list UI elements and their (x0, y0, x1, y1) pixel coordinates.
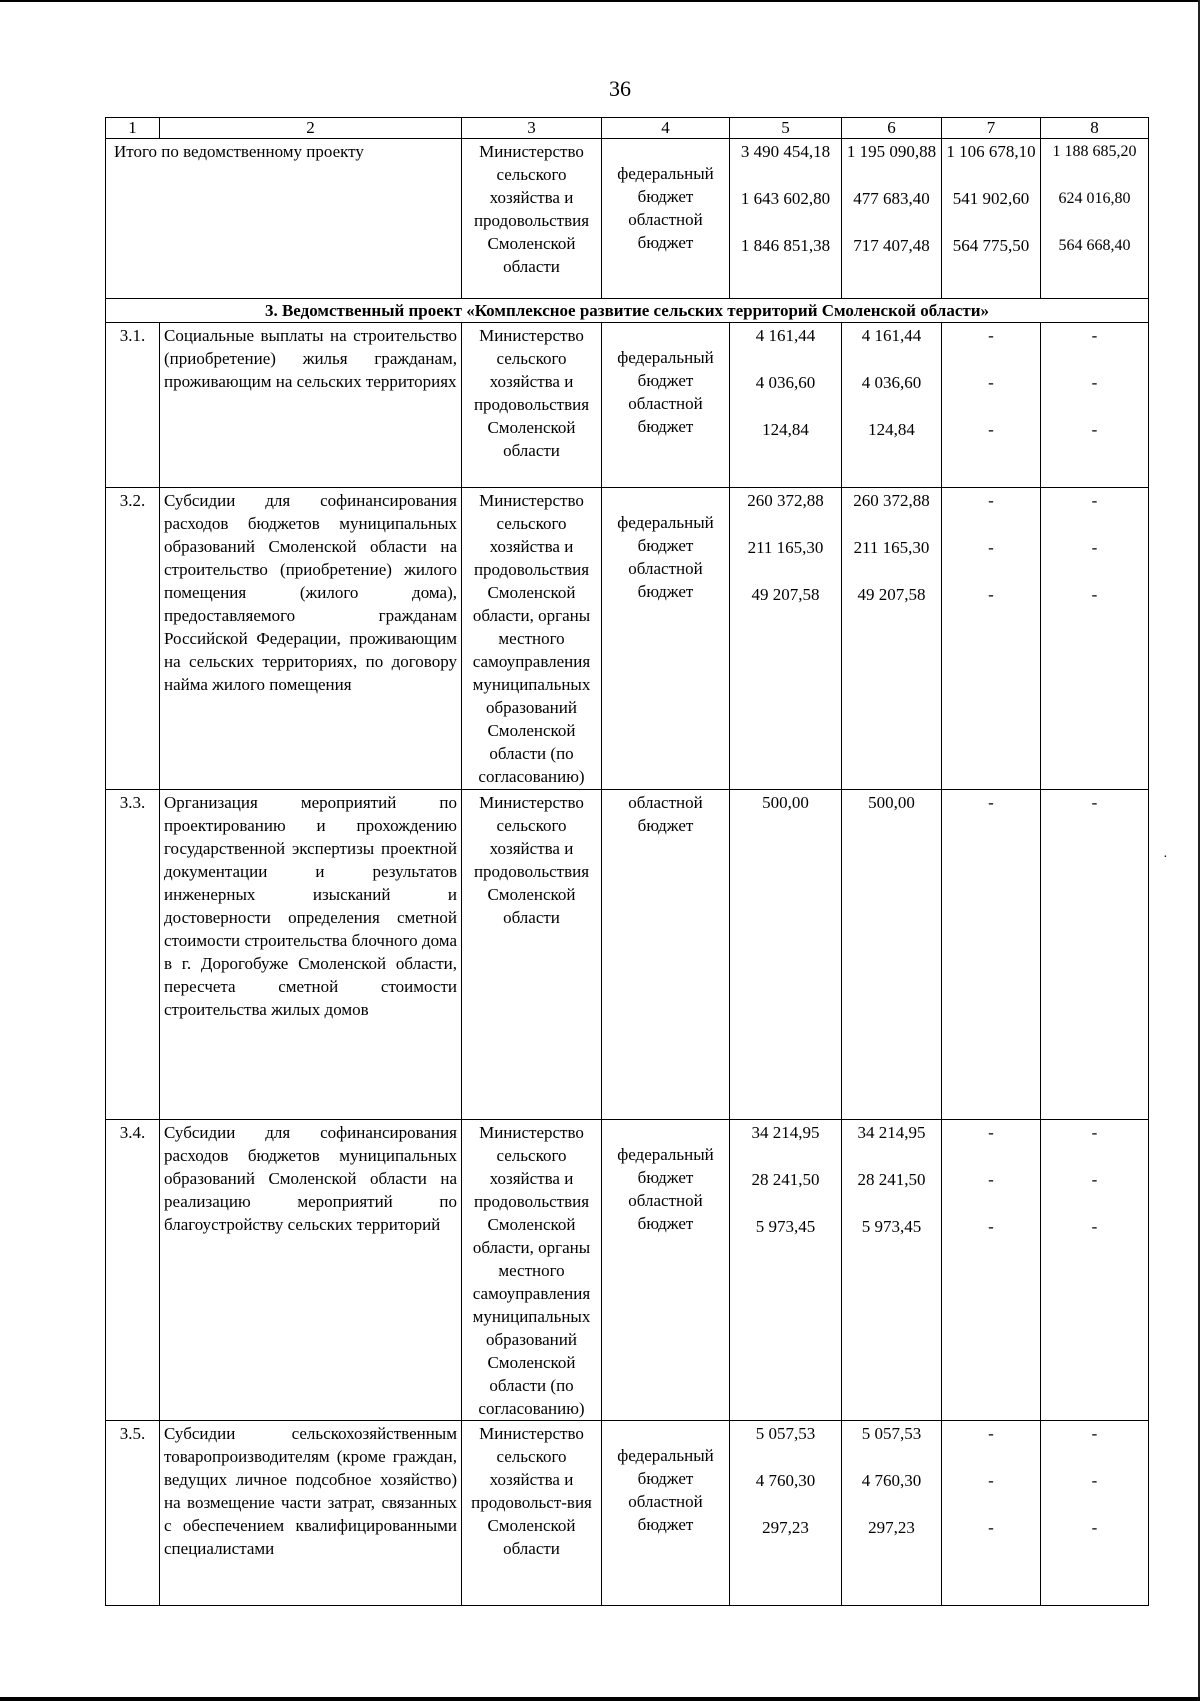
value-regional: 500,00 (868, 793, 915, 812)
row-executor: Министерство сельского хозяйства и продовольст-вия Смоленской области (462, 1421, 602, 1606)
value-total: - (1091, 326, 1098, 345)
table-row (106, 488, 1149, 790)
scan-speck: · (1163, 850, 1168, 865)
value-total: - (988, 1123, 994, 1142)
row-executor: Министерство сельского хозяйства и продовольствия Смоленской области (462, 790, 602, 1120)
value-total: 4 161,44 (755, 326, 816, 345)
value-total: 5 057,53 (861, 1424, 922, 1443)
fund-regional: областной бюджет (628, 394, 703, 436)
value-federal: - (988, 1471, 994, 1490)
fund-regional: областной бюджет (628, 793, 703, 835)
value-regional: - (1091, 420, 1098, 439)
value-regional: 124,84 (762, 420, 809, 439)
value-regional: 5 973,45 (861, 1217, 922, 1236)
value-regional: 49 207,58 (857, 585, 926, 604)
fund-federal: федеральный бюджет (617, 513, 714, 555)
column-number: 4 (602, 118, 730, 139)
section-row (106, 299, 1149, 323)
page-number: 36 (609, 76, 631, 101)
fund-regional: областной бюджет (628, 1191, 703, 1233)
column-number: 7 (942, 118, 1041, 139)
row-description: Социальные выплаты на строительство (приобретение) жилья гражданам, проживающим на сельских территориях (160, 323, 462, 488)
fund-federal: федеральный бюджет (617, 1446, 714, 1488)
value-federal: - (988, 1170, 994, 1189)
row-col8 (1041, 1120, 1149, 1421)
column-number: 5 (730, 118, 842, 139)
row-executor: Министерство сельского хозяйства и продовольствия Смоленской области, органы местного самоуправления муниципальных образований Смоленской области (по согласованию) (462, 488, 602, 790)
value-total: 1 106 678,10 (946, 142, 1036, 161)
row-col8 (1041, 790, 1149, 1120)
value-regional: - (1091, 793, 1098, 812)
total-funding (602, 139, 730, 299)
value-total: 1 195 090,88 (846, 142, 937, 161)
value-total: - (1091, 491, 1098, 510)
row-description: Организация мероприятий по проектированию и прохождению государственной экспертизы проектной документации и результатов инженерных изысканий и достоверности определения сметной стоимости строительства блочного дома в г. Дорогобуже Смоленской области, пересчета сметной стоимости строительства жилых домов (160, 790, 462, 1120)
row-col8 (1041, 1421, 1149, 1606)
value-regional: 297,23 (868, 1518, 915, 1537)
row-funding (602, 790, 730, 1120)
value-federal: - (1091, 538, 1098, 557)
row-col7 (942, 488, 1041, 790)
row-col7 (942, 323, 1041, 488)
fund-regional: областной бюджет (628, 1492, 703, 1534)
total-col5 (730, 139, 842, 299)
value-federal: - (988, 538, 994, 557)
fund-federal: федеральный бюджет (617, 348, 714, 390)
fund-regional: областной бюджет (628, 210, 703, 252)
row-description: Субсидии сельскохозяйственным товаропроизводителям (кроме граждан, ведущих личное подсобное хозяйство) на возмещение части затрат, связанных с обеспечением квалифицированными специалистами (160, 1421, 462, 1606)
row-number: 3.5. (106, 1421, 160, 1606)
value-total: - (1091, 1424, 1098, 1443)
row-col8 (1041, 323, 1149, 488)
row-number: 3.2. (106, 488, 160, 790)
value-regional: 1 846 851,38 (740, 236, 831, 255)
fund-federal: федеральный бюджет (617, 1145, 714, 1187)
row-col6 (842, 323, 942, 488)
column-number: 6 (842, 118, 942, 139)
value-total: 260 372,88 (747, 491, 824, 510)
value-federal: 4 036,60 (755, 373, 816, 392)
value-federal: 1 643 602,80 (740, 189, 831, 208)
value-regional: 49 207,58 (751, 585, 820, 604)
row-funding (602, 488, 730, 790)
value-regional: 500,00 (762, 793, 809, 812)
value-total: - (1091, 1123, 1098, 1142)
table-row (106, 323, 1149, 488)
value-regional: - (988, 1518, 994, 1537)
value-regional: 564 668,40 (1058, 237, 1131, 254)
row-col6 (842, 1120, 942, 1421)
value-total: - (988, 1424, 994, 1443)
table-row (106, 1120, 1149, 1421)
row-col6 (842, 1421, 942, 1606)
total-col6 (842, 139, 942, 299)
value-federal: 477 683,40 (853, 189, 930, 208)
value-regional: 564 775,50 (952, 236, 1030, 255)
value-total: 3 490 454,18 (740, 142, 831, 161)
total-col8 (1041, 139, 1149, 299)
value-federal: - (1091, 373, 1098, 392)
column-number: 8 (1041, 118, 1149, 139)
value-federal: 541 902,60 (952, 189, 1030, 208)
value-total: 1 188 685,20 (1052, 143, 1137, 160)
fund-regional: областной бюджет (628, 559, 703, 601)
row-executor: Министерство сельского хозяйства и продовольствия Смоленской области (462, 323, 602, 488)
value-federal: 624 016,80 (1058, 190, 1131, 207)
value-regional: - (988, 1217, 994, 1236)
value-regional: 124,84 (868, 420, 915, 439)
value-federal: 28 241,50 (751, 1170, 820, 1189)
total-row (106, 139, 1149, 299)
row-description: Субсидии для софинансирования расходов бюджетов муниципальных образований Смоленской области на строительство (приобретение) жилого помещения (жилого дома), предоставляемого гражданам Российской Федерации, проживающим на сельских территориях, по договору найма жилого помещения (160, 488, 462, 790)
value-regional: - (1091, 585, 1098, 604)
fund-federal: федеральный бюджет (617, 164, 714, 206)
row-description: Субсидии для софинансирования расходов бюджетов муниципальных образований Смоленской области на реализацию мероприятий по благоустройству сельских территорий (160, 1120, 462, 1421)
value-federal: 4 036,60 (861, 373, 922, 392)
total-col7 (942, 139, 1041, 299)
row-executor: Министерство сельского хозяйства и продовольствия Смоленской области, органы местного самоуправления муниципальных образований Смоленской области (по согласованию) (462, 1120, 602, 1421)
row-col7 (942, 1120, 1041, 1421)
table-row (106, 790, 1149, 1120)
value-regional: - (1091, 1518, 1098, 1537)
column-number: 3 (462, 118, 602, 139)
row-col5 (730, 1421, 842, 1606)
value-total: 260 372,88 (853, 491, 930, 510)
row-col5 (730, 1120, 842, 1421)
row-col5 (730, 790, 842, 1120)
row-col6 (842, 488, 942, 790)
value-federal: - (988, 373, 994, 392)
value-total: 34 214,95 (751, 1123, 820, 1142)
row-funding (602, 1421, 730, 1606)
value-regional: 5 973,45 (755, 1217, 816, 1236)
row-col7 (942, 1421, 1041, 1606)
value-federal: - (1091, 1170, 1098, 1189)
section-title: 3. Ведомственный проект «Комплексное развитие сельских территорий Смоленской области» (106, 299, 1149, 323)
value-regional: - (1091, 1217, 1098, 1236)
column-number: 2 (160, 118, 462, 139)
row-number: 3.4. (106, 1120, 160, 1421)
table-row (106, 1421, 1149, 1606)
row-funding (602, 323, 730, 488)
value-total: 5 057,53 (755, 1424, 816, 1443)
value-regional: 297,23 (762, 1518, 809, 1537)
value-federal: 4 760,30 (755, 1471, 816, 1490)
value-regional: 717 407,48 (853, 236, 930, 255)
row-number: 3.1. (106, 323, 160, 488)
scan-bottom-edge (0, 1697, 1200, 1701)
value-federal: 211 165,30 (853, 538, 930, 557)
row-col5 (730, 488, 842, 790)
value-total: 4 161,44 (861, 326, 922, 345)
value-total: 34 214,95 (857, 1123, 926, 1142)
scan-top-edge (0, 0, 1200, 2)
value-federal: 211 165,30 (747, 538, 824, 557)
row-funding (602, 1120, 730, 1421)
column-number-row (106, 118, 1149, 139)
value-federal: 4 760,30 (861, 1471, 922, 1490)
value-regional: - (988, 793, 994, 812)
value-regional: - (988, 585, 994, 604)
total-executor: Министерство сельского хозяйства и продовольствия Смоленской области (462, 139, 602, 299)
row-col6 (842, 790, 942, 1120)
row-col8 (1041, 488, 1149, 790)
value-federal: 28 241,50 (857, 1170, 926, 1189)
row-number: 3.3. (106, 790, 160, 1120)
row-col7 (942, 790, 1041, 1120)
total-label: Итого по ведомственному проекту (106, 139, 462, 299)
value-total: - (988, 491, 994, 510)
value-regional: - (988, 420, 994, 439)
row-col5 (730, 323, 842, 488)
value-total: - (988, 326, 994, 345)
value-federal: - (1091, 1471, 1098, 1490)
budget-table (105, 117, 1149, 1606)
column-number: 1 (106, 118, 160, 139)
